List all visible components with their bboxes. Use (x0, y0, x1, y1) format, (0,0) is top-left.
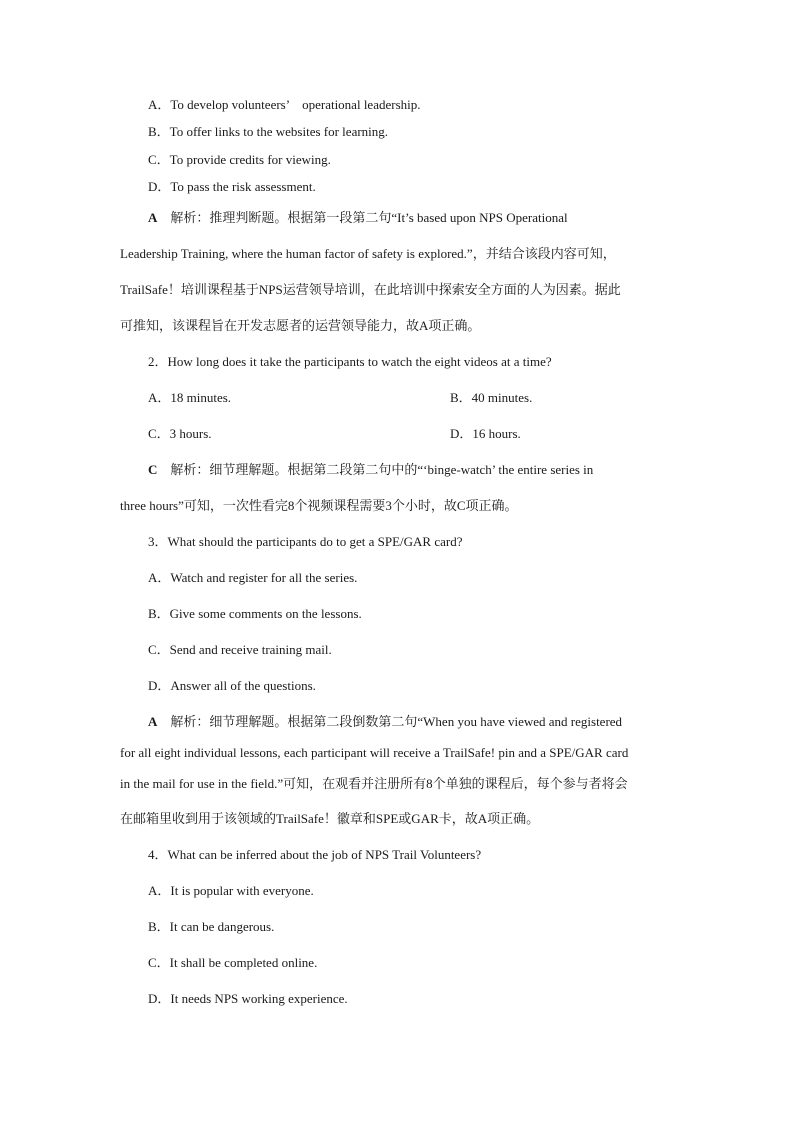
q3-option-c: C．Send and receive training mail. (148, 642, 332, 657)
q2-explanation-text-1: 解析：细节理解题。根据第二段第二句中的“‘binge-watch’ the entire series in (157, 462, 594, 477)
q1-explanation-line-1 (148, 210, 674, 226)
q3-option-d: D．Answer all of the questions. (148, 678, 316, 693)
q1-explanation-line-4: 可推知，该课程旨在开发志愿者的运营领导能力，故A项正确。 (120, 318, 481, 333)
q3-explanation-line-4: 在邮箱里收到用于该领域的TrailSafe！徽章和SPE或GAR卡，故A项正确。 (120, 811, 540, 826)
q2-option-a: A．18 minutes. (148, 390, 232, 405)
q1-option-b: B．To offer links to the websites for learning. (148, 124, 389, 139)
q1-option-c: C．To provide credits for viewing. (148, 152, 331, 167)
q2-explanation-line-2: three hours”可知，一次性看完8个视频课程需要3个小时，故C项正确。 (120, 498, 518, 513)
q2-option-b: B．40 minutes. (450, 390, 533, 405)
q3-option-b: B．Give some comments on the lessons. (148, 606, 362, 621)
q3-option-a: A．Watch and register for all the series. (148, 570, 358, 585)
q4-option-c: C．It shall be completed online. (148, 955, 318, 970)
q3-explanation-line-1 (148, 714, 674, 730)
q2-explanation-line-1 (148, 462, 674, 478)
q4-option-b: B．It can be dangerous. (148, 919, 275, 934)
q1-option-a: A．To develop volunteers’ operational leadership. (148, 97, 421, 112)
q1-explanation-line-3: TrailSafe！培训课程基于NPS运营领导培训，在此培训中探索安全方面的人为因素。据此 (120, 282, 621, 297)
q3-explanation-line-3: in the mail for use in the field.”可知，在观看并注册所有8个单独的课程后，每个参与者将会 (120, 776, 628, 791)
q2-option-d: D．16 hours. (450, 426, 521, 441)
q1-option-d: D．To pass the risk assessment. (148, 179, 316, 194)
q2-question: 2．How long does it take the participants to watch the eight videos at a time? (148, 354, 552, 369)
q1-explanation-line-2: Leadership Training, where the human factor of safety is explored.”，并结合该段内容可知， (120, 246, 616, 261)
q2-option-c: C．3 hours. (148, 426, 212, 441)
q4-option-a: A．It is popular with everyone. (148, 883, 314, 898)
q3-explanation-line-2: for all eight individual lessons, each participant will receive a TrailSafe! pin and a SPE/GAR card (120, 745, 629, 760)
q3-explanation-text-1: 解析：细节理解题。根据第二段倒数第二句“When you have viewed and registered (157, 714, 623, 729)
q4-option-d: D．It needs NPS working experience. (148, 991, 348, 1006)
q1-explanation-text-1: 解析：推理判断题。根据第一段第二句“It’s based upon NPS Operational (157, 210, 568, 225)
q2-answer: C (148, 462, 158, 477)
q1-answer: A (148, 210, 158, 225)
q3-answer: A (148, 714, 158, 729)
q3-question: 3．What should the participants do to get a SPE/GAR card? (148, 534, 463, 549)
q4-question: 4．What can be inferred about the job of NPS Trail Volunteers? (148, 847, 482, 862)
